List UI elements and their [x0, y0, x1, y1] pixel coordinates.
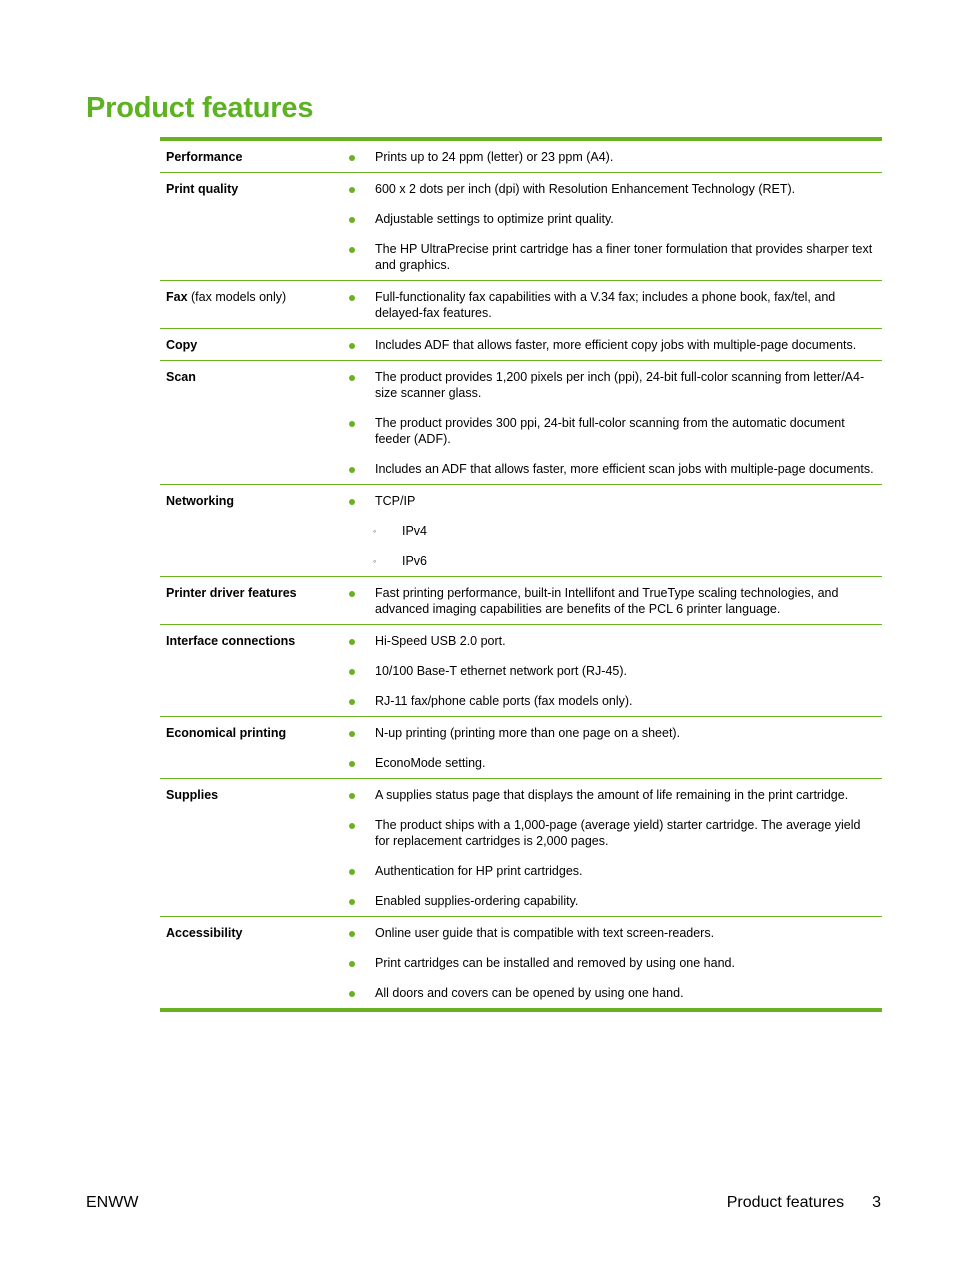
feature-item — [344, 725, 878, 741]
list-item — [344, 493, 878, 569]
feature-row — [160, 280, 882, 328]
feature-label-text: Print quality — [166, 182, 239, 196]
feature-row — [160, 328, 882, 360]
footer-page-number: 3 — [872, 1194, 881, 1211]
feature-item-text: Online user guide that is compatible with text screen-readers. — [375, 926, 715, 940]
list-item — [344, 585, 878, 617]
feature-row — [160, 778, 882, 916]
feature-item — [344, 925, 878, 941]
feature-item-text: Hi-Speed USB 2.0 port. — [375, 634, 506, 648]
feature-row — [160, 172, 882, 280]
feature-item-text: Fast printing performance, built-in Intellifont and TrueType scaling technologies, and advanced imaging capabilities are benefits of the PCL 6 printer language. — [375, 586, 839, 616]
list-item — [344, 693, 878, 709]
feature-item — [344, 693, 878, 709]
feature-label-text: Fax — [166, 290, 188, 304]
feature-label — [160, 289, 344, 321]
feature-item-text: Authentication for HP print cartridges. — [375, 864, 583, 878]
feature-item-text: Enabled supplies-ordering capability. — [375, 894, 579, 908]
bullet-icon — [344, 211, 375, 227]
feature-item — [344, 181, 878, 197]
feature-item — [344, 863, 878, 879]
feature-item-text: All doors and covers can be opened by using one hand. — [375, 986, 684, 1000]
feature-item-text: The product provides 300 ppi, 24-bit full-color scanning from the automatic document feeder (ADF). — [375, 416, 845, 446]
list-item — [344, 415, 878, 447]
sub-item-text: IPv4 — [402, 524, 428, 538]
feature-row — [160, 576, 882, 624]
feature-label — [160, 633, 344, 709]
feature-list — [344, 585, 882, 617]
feature-row — [160, 916, 882, 1008]
feature-list — [344, 787, 882, 909]
list-item — [344, 337, 878, 353]
feature-label-text: Interface connections — [166, 634, 296, 648]
feature-item-text: 10/100 Base-T ethernet network port (RJ-45). — [375, 664, 627, 678]
feature-row — [160, 484, 882, 576]
feature-item — [344, 289, 878, 321]
list-item — [344, 863, 878, 879]
feature-label — [160, 787, 344, 909]
list-item — [344, 985, 878, 1001]
list-item — [344, 461, 878, 477]
feature-item-text: 600 x 2 dots per inch (dpi) with Resolution Enhancement Technology (RET). — [375, 182, 796, 196]
bullet-icon — [344, 755, 375, 771]
list-item — [344, 925, 878, 941]
list-item — [344, 241, 878, 273]
feature-label — [160, 149, 344, 165]
feature-list — [344, 289, 882, 321]
feature-label-text: Accessibility — [166, 926, 243, 940]
feature-item-text: TCP/IP — [375, 494, 416, 508]
feature-item — [344, 369, 878, 401]
bullet-icon — [344, 663, 375, 679]
feature-row — [160, 624, 882, 716]
list-item — [344, 211, 878, 227]
feature-label — [160, 925, 344, 1001]
list-item — [344, 149, 878, 165]
list-item — [344, 893, 878, 909]
feature-item-text: A supplies status page that displays the amount of life remaining in the print cartridge. — [375, 788, 849, 802]
feature-item — [344, 493, 878, 509]
list-item — [344, 755, 878, 771]
list-item — [344, 181, 878, 197]
feature-item-text: Includes an ADF that allows faster, more efficient scan jobs with multiple-page documents. — [375, 462, 874, 476]
bullet-icon — [344, 241, 375, 273]
bullet-icon — [344, 633, 375, 649]
feature-item-text: Prints up to 24 ppm (letter) or 23 ppm (A4). — [375, 150, 614, 164]
feature-list — [344, 337, 882, 353]
feature-list — [344, 725, 882, 771]
feature-label-text: Scan — [166, 370, 196, 384]
feature-item-text: Print cartridges can be installed and removed by using one hand. — [375, 956, 735, 970]
feature-item-text: Full-functionality fax capabilities with a V.34 fax; includes a phone book, fax/tel, and delayed-fax features. — [375, 290, 836, 320]
features-table — [160, 137, 882, 1012]
bullet-icon — [344, 863, 375, 879]
bullet-icon — [344, 893, 375, 909]
feature-label — [160, 725, 344, 771]
feature-item — [344, 585, 878, 617]
feature-label-note: (fax models only) — [187, 290, 287, 304]
bullet-icon — [344, 493, 375, 509]
feature-label-text: Performance — [166, 150, 243, 164]
bullet-icon — [344, 415, 375, 447]
bullet-icon — [344, 817, 375, 849]
feature-item-text: Adjustable settings to optimize print quality. — [375, 212, 614, 226]
feature-row — [160, 360, 882, 484]
feature-item — [344, 893, 878, 909]
feature-label — [160, 585, 344, 617]
bullet-icon — [344, 337, 375, 353]
list-item — [344, 725, 878, 741]
footer-right — [727, 1194, 881, 1212]
bullet-icon — [344, 585, 375, 617]
bullet-icon — [344, 149, 375, 165]
sub-item — [344, 523, 878, 539]
feature-list — [344, 369, 882, 477]
feature-label-text: Networking — [166, 494, 235, 508]
feature-list — [344, 925, 882, 1001]
page-title: Product features — [86, 92, 314, 124]
feature-label-text: Copy — [166, 338, 198, 352]
list-item — [344, 955, 878, 971]
feature-item-text: The product provides 1,200 pixels per inch (ppi), 24-bit full-color scanning from letter/A4-size scanner glass. — [375, 370, 865, 400]
feature-row — [160, 141, 882, 172]
feature-item-text: N-up printing (printing more than one page on a sheet). — [375, 726, 681, 740]
sub-item — [344, 553, 878, 569]
feature-item — [344, 461, 878, 477]
bullet-icon — [344, 787, 375, 803]
feature-item-text: The HP UltraPrecise print cartridge has a finer toner formulation that provides sharper text and graphics. — [375, 242, 873, 272]
feature-row — [160, 716, 882, 778]
feature-item-text: EconoMode setting. — [375, 756, 486, 770]
feature-list — [344, 181, 882, 273]
feature-label-text: Supplies — [166, 788, 219, 802]
feature-list — [344, 149, 882, 165]
feature-item — [344, 337, 878, 353]
bullet-icon — [344, 369, 375, 401]
bullet-icon — [344, 725, 375, 741]
feature-label-text: Printer driver features — [166, 586, 297, 600]
list-item — [344, 633, 878, 649]
bullet-icon — [344, 925, 375, 941]
feature-item — [344, 755, 878, 771]
feature-list — [344, 633, 882, 709]
bullet-icon — [344, 289, 375, 321]
list-item — [344, 817, 878, 849]
list-item — [344, 663, 878, 679]
bullet-icon — [344, 181, 375, 197]
feature-item-text: Includes ADF that allows faster, more efficient copy jobs with multiple-page documents. — [375, 338, 857, 352]
feature-item — [344, 415, 878, 447]
feature-item — [344, 241, 878, 273]
feature-item — [344, 633, 878, 649]
bullet-icon — [344, 461, 375, 477]
bullet-icon — [344, 693, 375, 709]
feature-label — [160, 493, 344, 569]
list-item — [344, 289, 878, 321]
feature-label — [160, 369, 344, 477]
feature-item — [344, 149, 878, 165]
feature-item-text: RJ-11 fax/phone cable ports (fax models only). — [375, 694, 633, 708]
feature-item — [344, 817, 878, 849]
feature-label — [160, 181, 344, 273]
feature-item — [344, 663, 878, 679]
feature-item — [344, 211, 878, 227]
bullet-icon — [344, 985, 375, 1001]
feature-item — [344, 787, 878, 803]
sub-item-text: IPv6 — [402, 554, 428, 568]
footer-section-title: Product features — [726, 1194, 845, 1211]
sub-bullet-icon: ◦ — [373, 556, 377, 566]
feature-list — [344, 493, 882, 569]
footer-doc-code: ENWW — [86, 1194, 139, 1211]
feature-label-text: Economical printing — [166, 726, 287, 740]
feature-item-text: The product ships with a 1,000-page (average yield) starter cartridge. The average yield for replacement cartridges is 2,000 pages. — [375, 818, 861, 848]
feature-item — [344, 955, 878, 971]
sub-bullet-icon: ◦ — [373, 526, 377, 536]
list-item — [344, 369, 878, 401]
feature-label — [160, 337, 344, 353]
list-item — [344, 787, 878, 803]
bullet-icon — [344, 955, 375, 971]
feature-item — [344, 985, 878, 1001]
